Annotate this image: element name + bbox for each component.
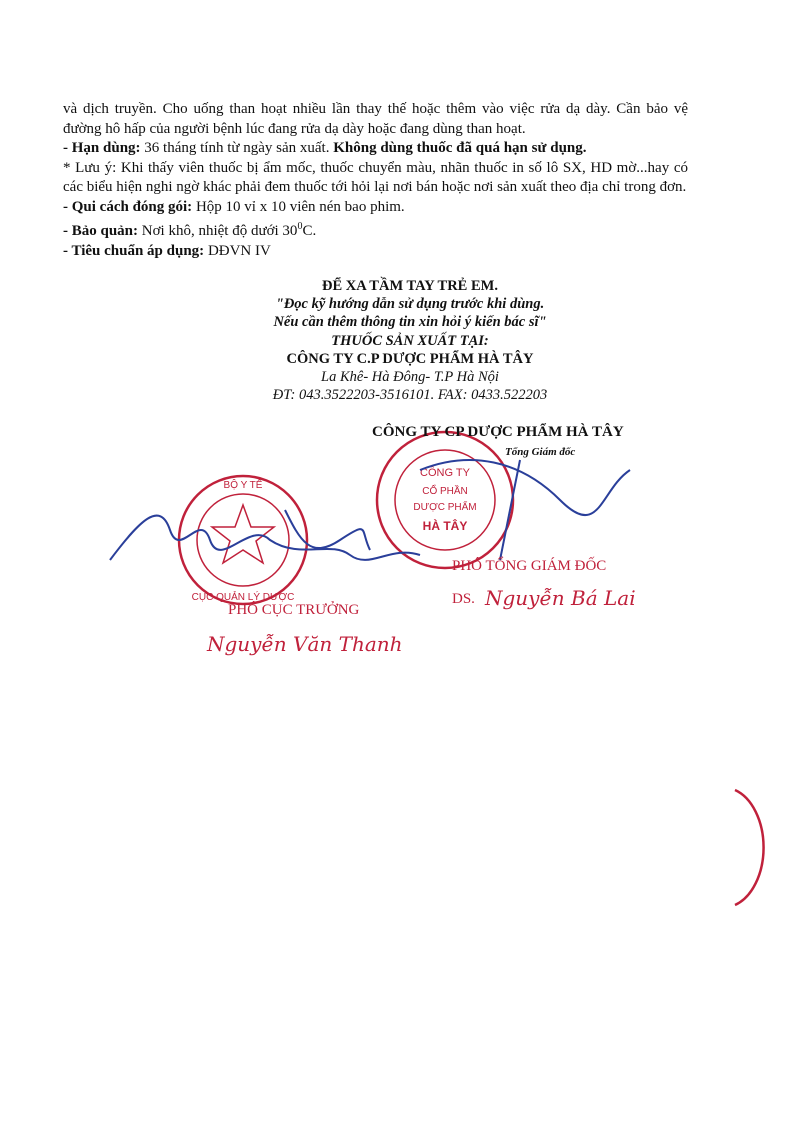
packing-label: - Qui cách đóng gói: bbox=[63, 198, 193, 215]
quote-line-2: Nếu cần thêm thông tin xin hỏi ý kiến bác sĩ" bbox=[273, 314, 547, 331]
right-signature-subtitle: Tổng Giám đốc bbox=[505, 446, 576, 458]
paragraph-overdose: và dịch truyền. Cho uống than hoạt nhiều lần thay thế hoặc thêm vào việc rửa dạ dày. Cần bảo vệ đường hô hấp của người bệnh lúc đang rửa dạ dày hoặc đang dùng than hoạt. bbox=[63, 101, 688, 137]
storage-text: Nơi khô, nhiệt độ dưới 30 bbox=[138, 223, 298, 239]
right-signer-name: Nguyễn Bá Lai bbox=[485, 586, 636, 610]
left-signer-name: Nguyễn Văn Thanh bbox=[207, 632, 403, 656]
margin-stamp-fragment bbox=[735, 790, 764, 905]
company-stamp bbox=[377, 432, 513, 568]
made-at-heading: THUỐC SẢN XUẤT TẠI: bbox=[331, 332, 489, 349]
standard-label: - Tiêu chuẩn áp dụng: bbox=[63, 242, 205, 259]
company-contact: ĐT: 043.3522203-3516101. FAX: 0433.522203 bbox=[272, 387, 548, 404]
packing-text: Hộp 10 vỉ x 10 viên nén bao phim. bbox=[192, 198, 405, 215]
storage-label: - Bảo quản: bbox=[63, 223, 139, 239]
stamp-line-1: CÔNG TY bbox=[420, 467, 470, 479]
child-warning: ĐỂ XA TẦM TAY TRẺ EM. bbox=[322, 278, 498, 294]
left-signature-icon bbox=[110, 516, 420, 560]
storage-degree: 0 bbox=[297, 221, 303, 232]
paragraph-note: * Lưu ý: Khi thấy viên thuốc bị ẩm mốc, thuốc chuyển màu, nhãn thuốc in số lô SX, HD mờ...hay có các biểu hiện nghi ngờ khác phải đem thuốc tới hỏi lại nơi bán hoặc nơi sản xuất theo địa chỉ trong đơn. bbox=[63, 159, 688, 195]
stamp-line-3: DƯỢC PHẨM bbox=[413, 502, 477, 513]
stamp-line-4: HÀ TÂY bbox=[422, 519, 468, 533]
storage-unit: C. bbox=[302, 223, 317, 239]
agency-stamp-bottom: CỤC QUẢN LÝ DƯỢC bbox=[191, 592, 295, 603]
quote-line-1: "Đọc kỹ hướng dẫn sử dụng trước khi dùng. bbox=[275, 296, 545, 313]
right-signer-prefix: DS. bbox=[452, 591, 475, 607]
emblem-star-icon bbox=[212, 505, 274, 563]
company-address: La Khê- Hà Đông- T.P Hà Nội bbox=[321, 369, 499, 386]
expiry-label: - Hạn dùng: bbox=[63, 140, 141, 156]
stamp-line-2: CỔ PHẦN bbox=[422, 486, 468, 497]
agency-stamp-top: BỘ Y TẾ bbox=[223, 480, 263, 491]
company-name: CÔNG TY C.P DƯỢC PHẨM HÀ TÂY bbox=[286, 350, 534, 367]
right-signature-company: CÔNG TY CP DƯỢC PHẨM HÀ TÂY bbox=[372, 424, 624, 440]
standard-text: DĐVN IV bbox=[204, 242, 271, 259]
right-signer-role: PHÓ TỔNG GIÁM ĐỐC bbox=[452, 558, 607, 574]
left-signer-role: PHÓ CỤC TRƯỞNG bbox=[228, 602, 360, 618]
expiry-warning: Không dùng thuốc đã quá hạn sử dụng. bbox=[333, 140, 587, 156]
expiry-text: 36 tháng tính từ ngày sản xuất. bbox=[140, 140, 334, 156]
